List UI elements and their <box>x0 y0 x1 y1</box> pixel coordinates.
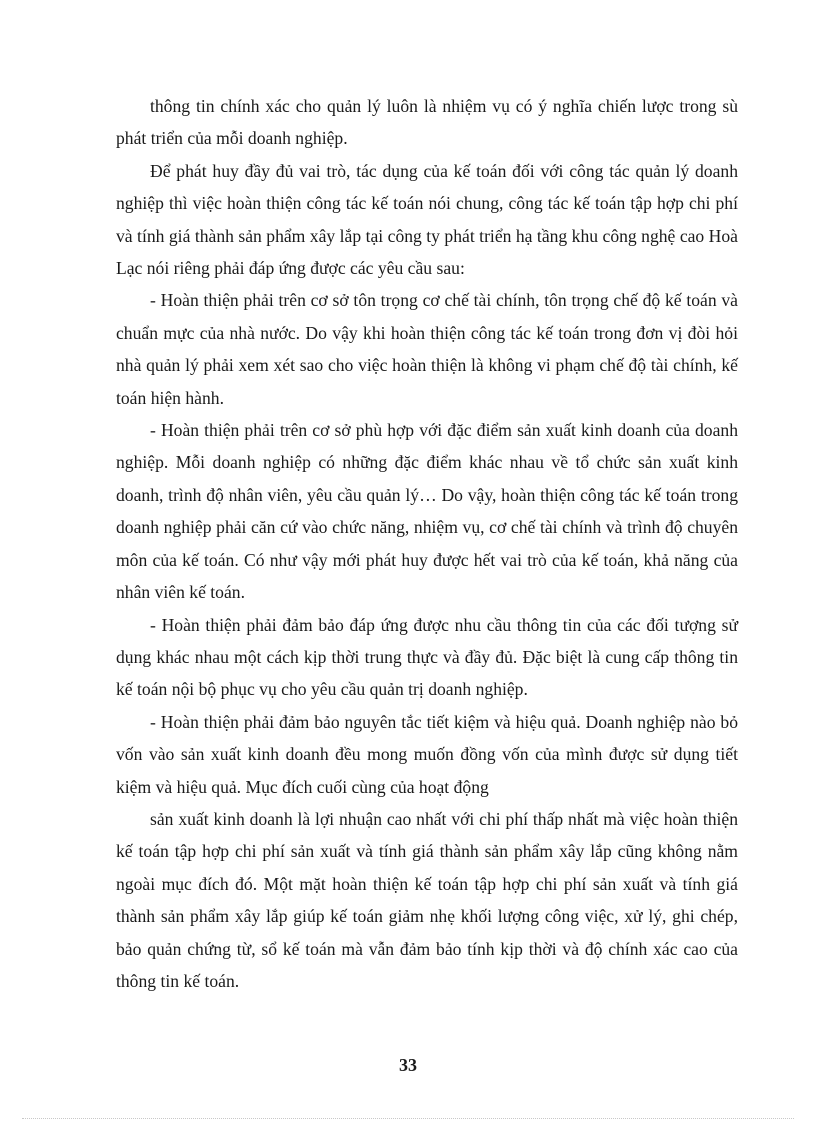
paragraph-requirement-3: - Hoàn thiện phải đảm bảo đáp ứng được nhu cầu thông tin của các đối tượng sử dụng khác nhau một cách kịp thời trung thực và đầy đủ. Đặc biệt là cung cấp thông tin kế toán nội bộ phục vụ cho yêu cầu quản trị doanh nghiệp. <box>116 614 738 700</box>
paragraph-requirement-4-continued: sản xuất kinh doanh là lợi nhuận cao nhất với chi phí thấp nhất mà việc hoàn thiện kế toán tập hợp chi phí sản xuất và tính giá thành sản phẩm xây lắp cũng không nằm ngoài mục đích đó. Một mặt hoàn thiện kế toán tập hợp chi phí sản xuất và tính giá thành sản phẩm xây lắp giúp kế toán giảm nhẹ khối lượng công việc, xử lý, ghi chép, bảo quản chứng từ, sổ kế toán mà vẫn đảm bảo tính kịp thời và độ chính xác cao của thông tin kế toán. <box>116 808 738 991</box>
page-number: 33 <box>399 1055 417 1075</box>
paragraph-requirement-4: - Hoàn thiện phải đảm bảo nguyên tắc tiết kiệm và hiệu quả. Doanh nghiệp nào bỏ vốn vào sản xuất kinh doanh đều mong muốn đồng vốn của mình được sử dụng tiết kiệm và hiệu quả. Mục đích cuối cùng của hoạt động <box>116 711 738 797</box>
paragraph-requirement-2: - Hoàn thiện phải trên cơ sở phù hợp với đặc điểm sản xuất kinh doanh của doanh nghiệp. Mỗi doanh nghiệp có những đặc điểm khác nhau về tổ chức sản xuất kinh doanh, trình độ nhân viên, yêu cầu quản lý… Do vậy, hoàn thiện công tác kế toán trong doanh nghiệp phải căn cứ vào chức năng, nhiệm vụ, cơ chế tài chính và trình độ chuyên môn của kế toán. Có như vậy mới phát huy được hết vai trò của kế toán, khả năng của nhân viên kế toán. <box>116 420 738 603</box>
body-text <box>116 90 738 997</box>
paragraph-continuation: thông tin chính xác cho quản lý luôn là nhiệm vụ có ý nghĩa chiến lược trong sù phát triển của mỗi doanh nghiệp. <box>116 96 738 149</box>
paragraph-intro: Để phát huy đầy đủ vai trò, tác dụng của kế toán đối với công tác quản lý doanh nghiệp thì việc hoàn thiện công tác kế toán nói chung, công tác kế toán tập hợp chi phí và tính giá thành sản phẩm xây lắp tại công ty phát triển hạ tầng khu công nghệ cao Hoà Lạc nói riêng phải đáp ứng được các yêu cầu sau: <box>116 160 738 279</box>
page-bottom-divider <box>22 1118 794 1119</box>
paragraph-requirement-1: - Hoàn thiện phải trên cơ sở tôn trọng cơ chế tài chính, tôn trọng chế độ kế toán và chuẩn mực của nhà nước. Do vậy khi hoàn thiện công tác kế toán trong đơn vị đòi hỏi nhà quản lý phải xem xét sao cho việc hoàn thiện là không vi phạm chế độ tài chính, kế toán hiện hành. <box>116 290 738 408</box>
